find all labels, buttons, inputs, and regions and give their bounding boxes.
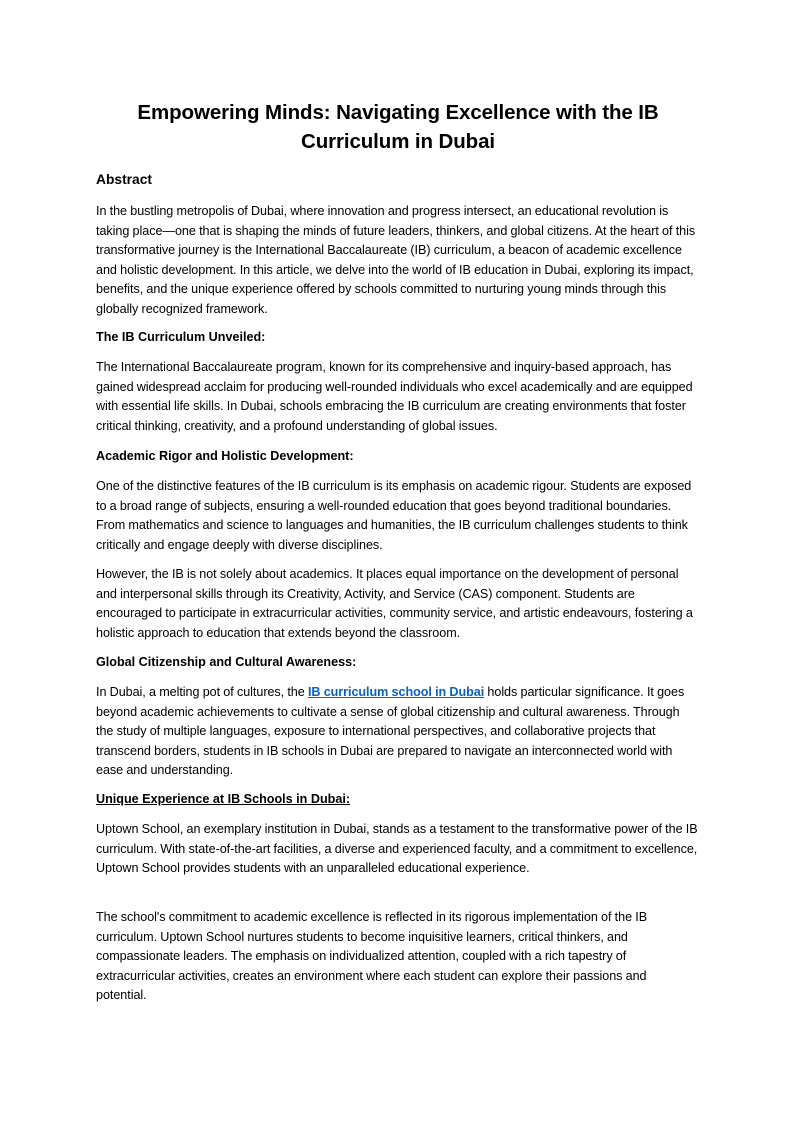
unique-heading: Unique Experience at IB Schools in Dubai: <box>96 792 351 806</box>
unveiled-paragraph: The International Baccalaureate program, known for its comprehensive and inquiry-based approach, has gained widespread acclaim for producing well-rounded individuals who excel academically and are equipped with essential life skills. In Dubai, schools embracing the IB curriculum are creating environments that foster critical thinking, creativity, and a profound understanding of global issues. <box>96 360 693 433</box>
unveiled-heading: The IB Curriculum Unveiled: <box>96 330 266 344</box>
rigor-paragraph-2: However, the IB is not solely about academics. It places equal importance on the development of personal and interpersonal skills through its Creativity, Activity, and Service (CAS) component. Students are encouraged to participate in extracurricular activities, community service, and artistic endeavours, fostering a holistic approach to education that extends beyond the classroom. <box>96 567 693 640</box>
global-paragraph-after: holds particular significance. It goes beyond academic achievements to cultivate a sense of global citizenship and cultural awareness. Through the study of multiple languages, exposure to international perspectives, and collaborative projects that transcend borders, students in IB schools in Dubai are prepared to navigate an interconnected world with ease and understanding. <box>96 685 685 778</box>
global-heading: Global Citizenship and Cultural Awareness: <box>96 655 357 669</box>
rigor-heading: Academic Rigor and Holistic Development: <box>96 449 354 463</box>
rigor-paragraph-1: One of the distinctive features of the IB curriculum is its emphasis on academic rigour. Students are exposed to a broad range of subjects, ensuring a well-rounded education that goes beyond traditional boundaries. From mathematics and science to languages and humanities, the IB curriculum challenges students to think critically and engage deeply with diverse disciplines. <box>96 479 692 552</box>
abstract-paragraph: In the bustling metropolis of Dubai, where innovation and progress intersect, an educational revolution is taking place—one that is shaping the minds of future leaders, thinkers, and global citizens. At the heart of this transformative journey is the International Baccalaureate (IB) curriculum, a beacon of academic excellence and holistic development. In this article, we delve into the world of IB education in Dubai, exploring its impact, benefits, and the unique experience offered by schools committed to nurturing young minds through this globally recognized framework. <box>96 204 696 316</box>
ib-curriculum-school-link[interactable]: IB curriculum school in Dubai <box>307 685 485 699</box>
global-paragraph <box>96 683 700 781</box>
unique-paragraph-1: Uptown School, an exemplary institution in Dubai, stands as a testament to the transformative power of the IB curriculum. With state-of-the-art facilities, a diverse and experienced faculty, and a commitment to excellence, Uptown School provides students with an unparalleled educational experience. <box>96 822 698 876</box>
global-paragraph-before: In Dubai, a melting pot of cultures, the <box>96 685 308 699</box>
unique-paragraph-2: The school's commitment to academic excellence is reflected in its rigorous implementation of the IB curriculum. Uptown School nurtures students to become inquisitive learners, critical thinkers, and compassionate leaders. The emphasis on individualized attention, coupled with a rich tapestry of extracurricular activities, creates an environment where each student can explore their passions and potential. <box>96 910 648 1003</box>
document-title: Empowering Minds: Navigating Excellence with the IB Curriculum in Dubai <box>137 101 659 153</box>
abstract-heading: Abstract <box>96 172 152 187</box>
